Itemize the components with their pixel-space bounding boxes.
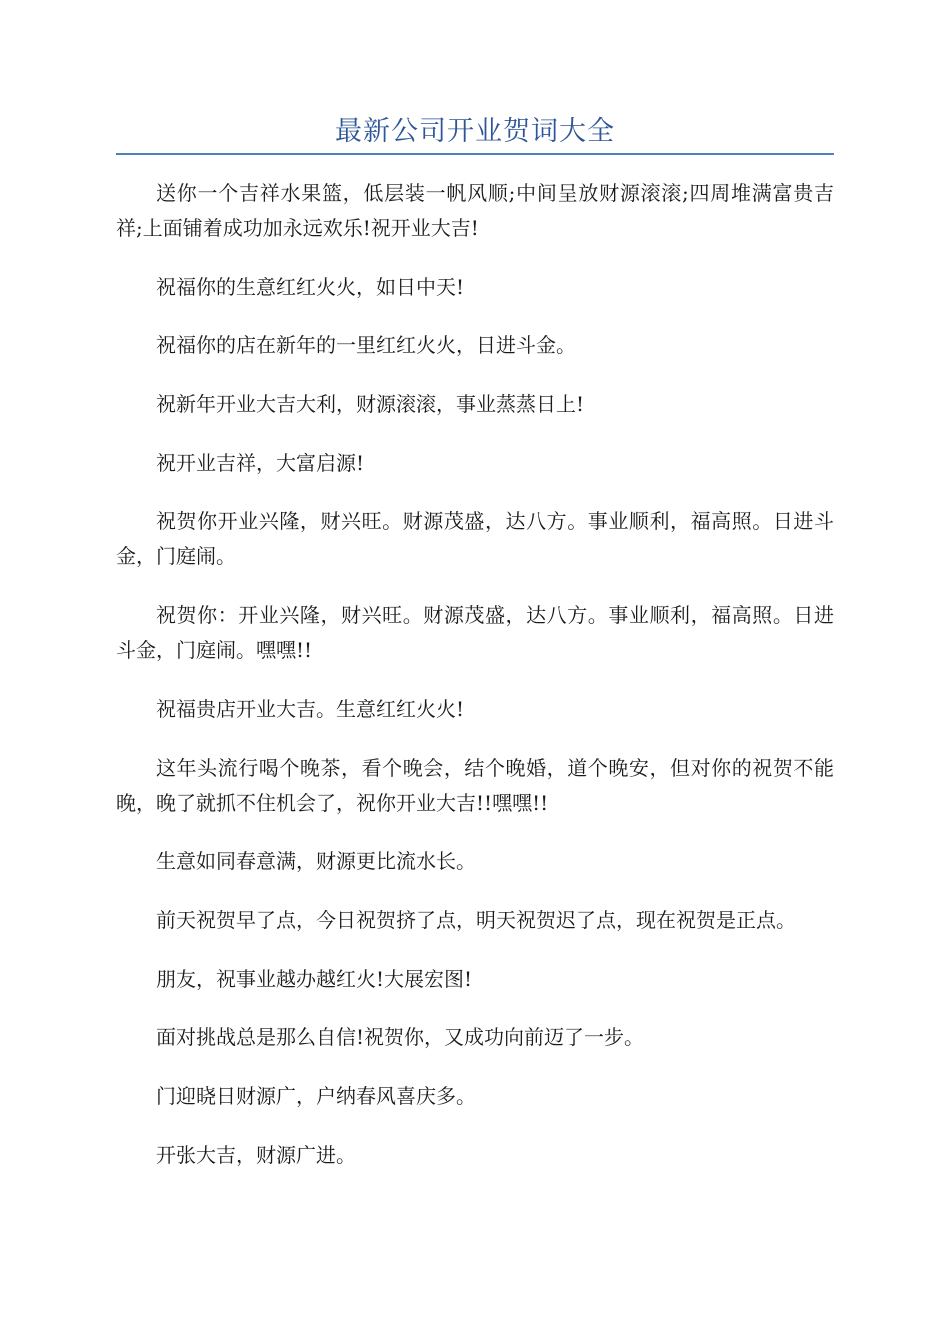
paragraph: 生意如同春意满，财源更比流水长。 (156, 849, 476, 874)
paragraph: 开张大吉，财源广进。 (156, 1142, 356, 1167)
paragraph: 祝贺你：开业兴隆，财兴旺。财源茂盛，达八方。事业顺利，福高照。日进斗金，门庭闹。嘿嘿!! (116, 603, 834, 663)
paragraph: 祝福你的店在新年的一里红红火火，日进斗金。 (156, 333, 576, 358)
title-underline (116, 153, 834, 155)
paragraph: 面对挑战总是那么自信!祝贺你，又成功向前迈了一步。 (156, 1025, 645, 1050)
paragraph: 祝新年开业大吉大利，财源滚滚，事业蒸蒸日上! (156, 392, 585, 417)
paragraph: 祝福你的生意红红火火，如日中天! (156, 274, 465, 299)
paragraph: 朋友，祝事业越办越红火!大展宏图! (156, 966, 473, 991)
paragraph: 这年头流行喝个晚茶，看个晚会，结个晚婚，道个晚安，但对你的祝贺不能晚，晚了就抓不住机会了，祝你开业大吉!!嘿嘿!! (116, 755, 834, 815)
paragraph: 祝开业吉祥，大富启源! (156, 450, 365, 475)
paragraph: 门迎晓日财源广，户纳春风喜庆多。 (156, 1083, 476, 1108)
paragraph: 前天祝贺早了点，今日祝贺挤了点，明天祝贺迟了点，现在祝贺是正点。 (156, 907, 796, 932)
paragraph: 祝贺你开业兴隆，财兴旺。财源茂盛，达八方。事业顺利，福高照。日进斗金，门庭闹。 (116, 509, 834, 569)
page-title: 最新公司开业贺词大全 (335, 116, 615, 147)
paragraph: 送你一个吉祥水果篮，低层装一帆风顺;中间呈放财源滚滚;四周堆满富贵吉祥;上面铺着成功加永远欢乐!祝开业大吉! (116, 181, 834, 240)
document-body (116, 176, 834, 1196)
paragraph: 祝福贵店开业大吉。生意红红火火! (156, 696, 465, 721)
